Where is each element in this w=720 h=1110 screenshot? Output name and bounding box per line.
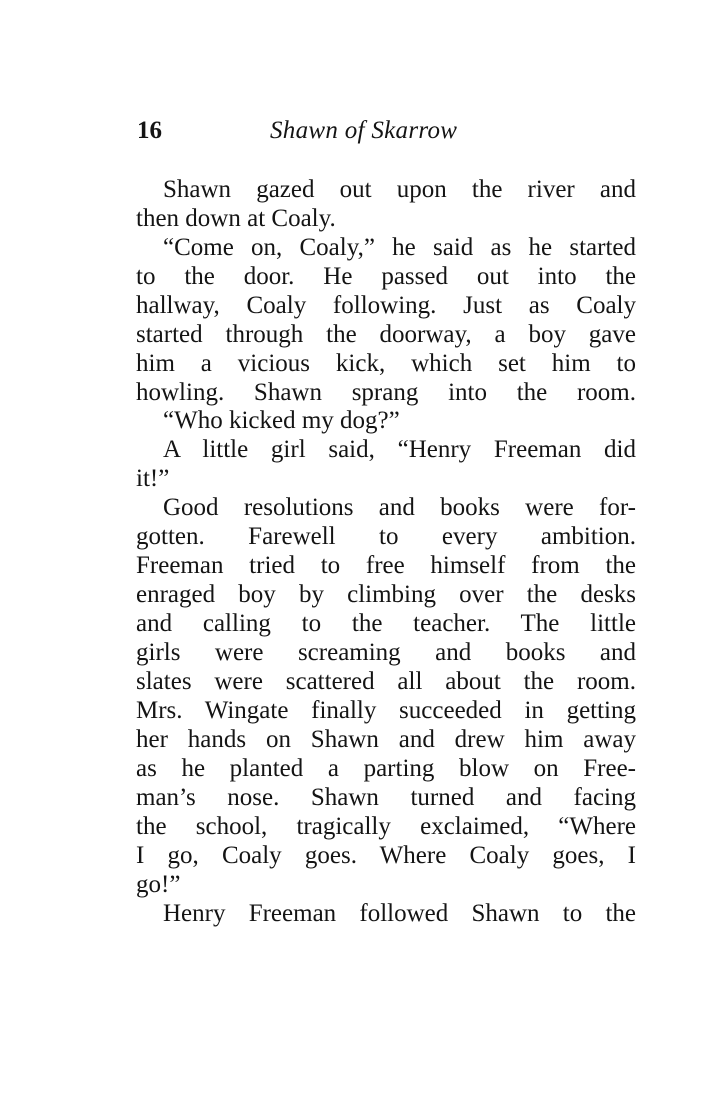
- text-line: Freeman tried to free himself from the: [136, 552, 636, 579]
- text-line: slates were scattered all about the room.: [136, 668, 636, 695]
- text-line: it!”: [136, 465, 170, 492]
- text-line: as he planted a parting blow on Free-: [136, 755, 636, 782]
- text-line: girls were screaming and books and: [136, 639, 636, 666]
- text-line: A little girl said, “Henry Freeman did: [163, 436, 636, 463]
- text-line: “Who kicked my dog?”: [163, 407, 400, 434]
- page-header: [137, 117, 637, 153]
- text-line: Shawn gazed out upon the river and: [163, 176, 636, 203]
- text-line: I go, Coaly goes. Where Coaly goes, I: [136, 842, 636, 869]
- text-line: enraged boy by climbing over the desks: [136, 581, 636, 608]
- text-line: and calling to the teacher. The little: [136, 610, 636, 637]
- text-line: Mrs. Wingate finally succeeded in getting: [136, 697, 636, 724]
- text-line: to the door. He passed out into the: [136, 263, 636, 290]
- text-line: him a vicious kick, which set him to: [136, 350, 636, 377]
- text-line: then down at Coaly.: [136, 205, 336, 232]
- text-line: hallway, Coaly following. Just as Coaly: [136, 292, 636, 319]
- running-title: Shawn of Skarrow: [270, 117, 458, 144]
- text-line: gotten. Farewell to every ambition.: [136, 523, 636, 550]
- page-number: 16: [137, 117, 162, 144]
- text-line: the school, tragically exclaimed, “Where: [136, 813, 636, 840]
- text-line: started through the doorway, a boy gave: [136, 321, 636, 348]
- text-line: go!”: [136, 871, 181, 898]
- text-line: Henry Freeman followed Shawn to the: [163, 900, 636, 927]
- text-line: man’s nose. Shawn turned and facing: [136, 784, 636, 811]
- text-line: Good resolutions and books were for-: [163, 494, 636, 521]
- text-line: her hands on Shawn and drew him away: [136, 726, 636, 753]
- text-line: howling. Shawn sprang into the room.: [136, 379, 636, 406]
- text-line: “Come on, Coaly,” he said as he started: [163, 234, 636, 261]
